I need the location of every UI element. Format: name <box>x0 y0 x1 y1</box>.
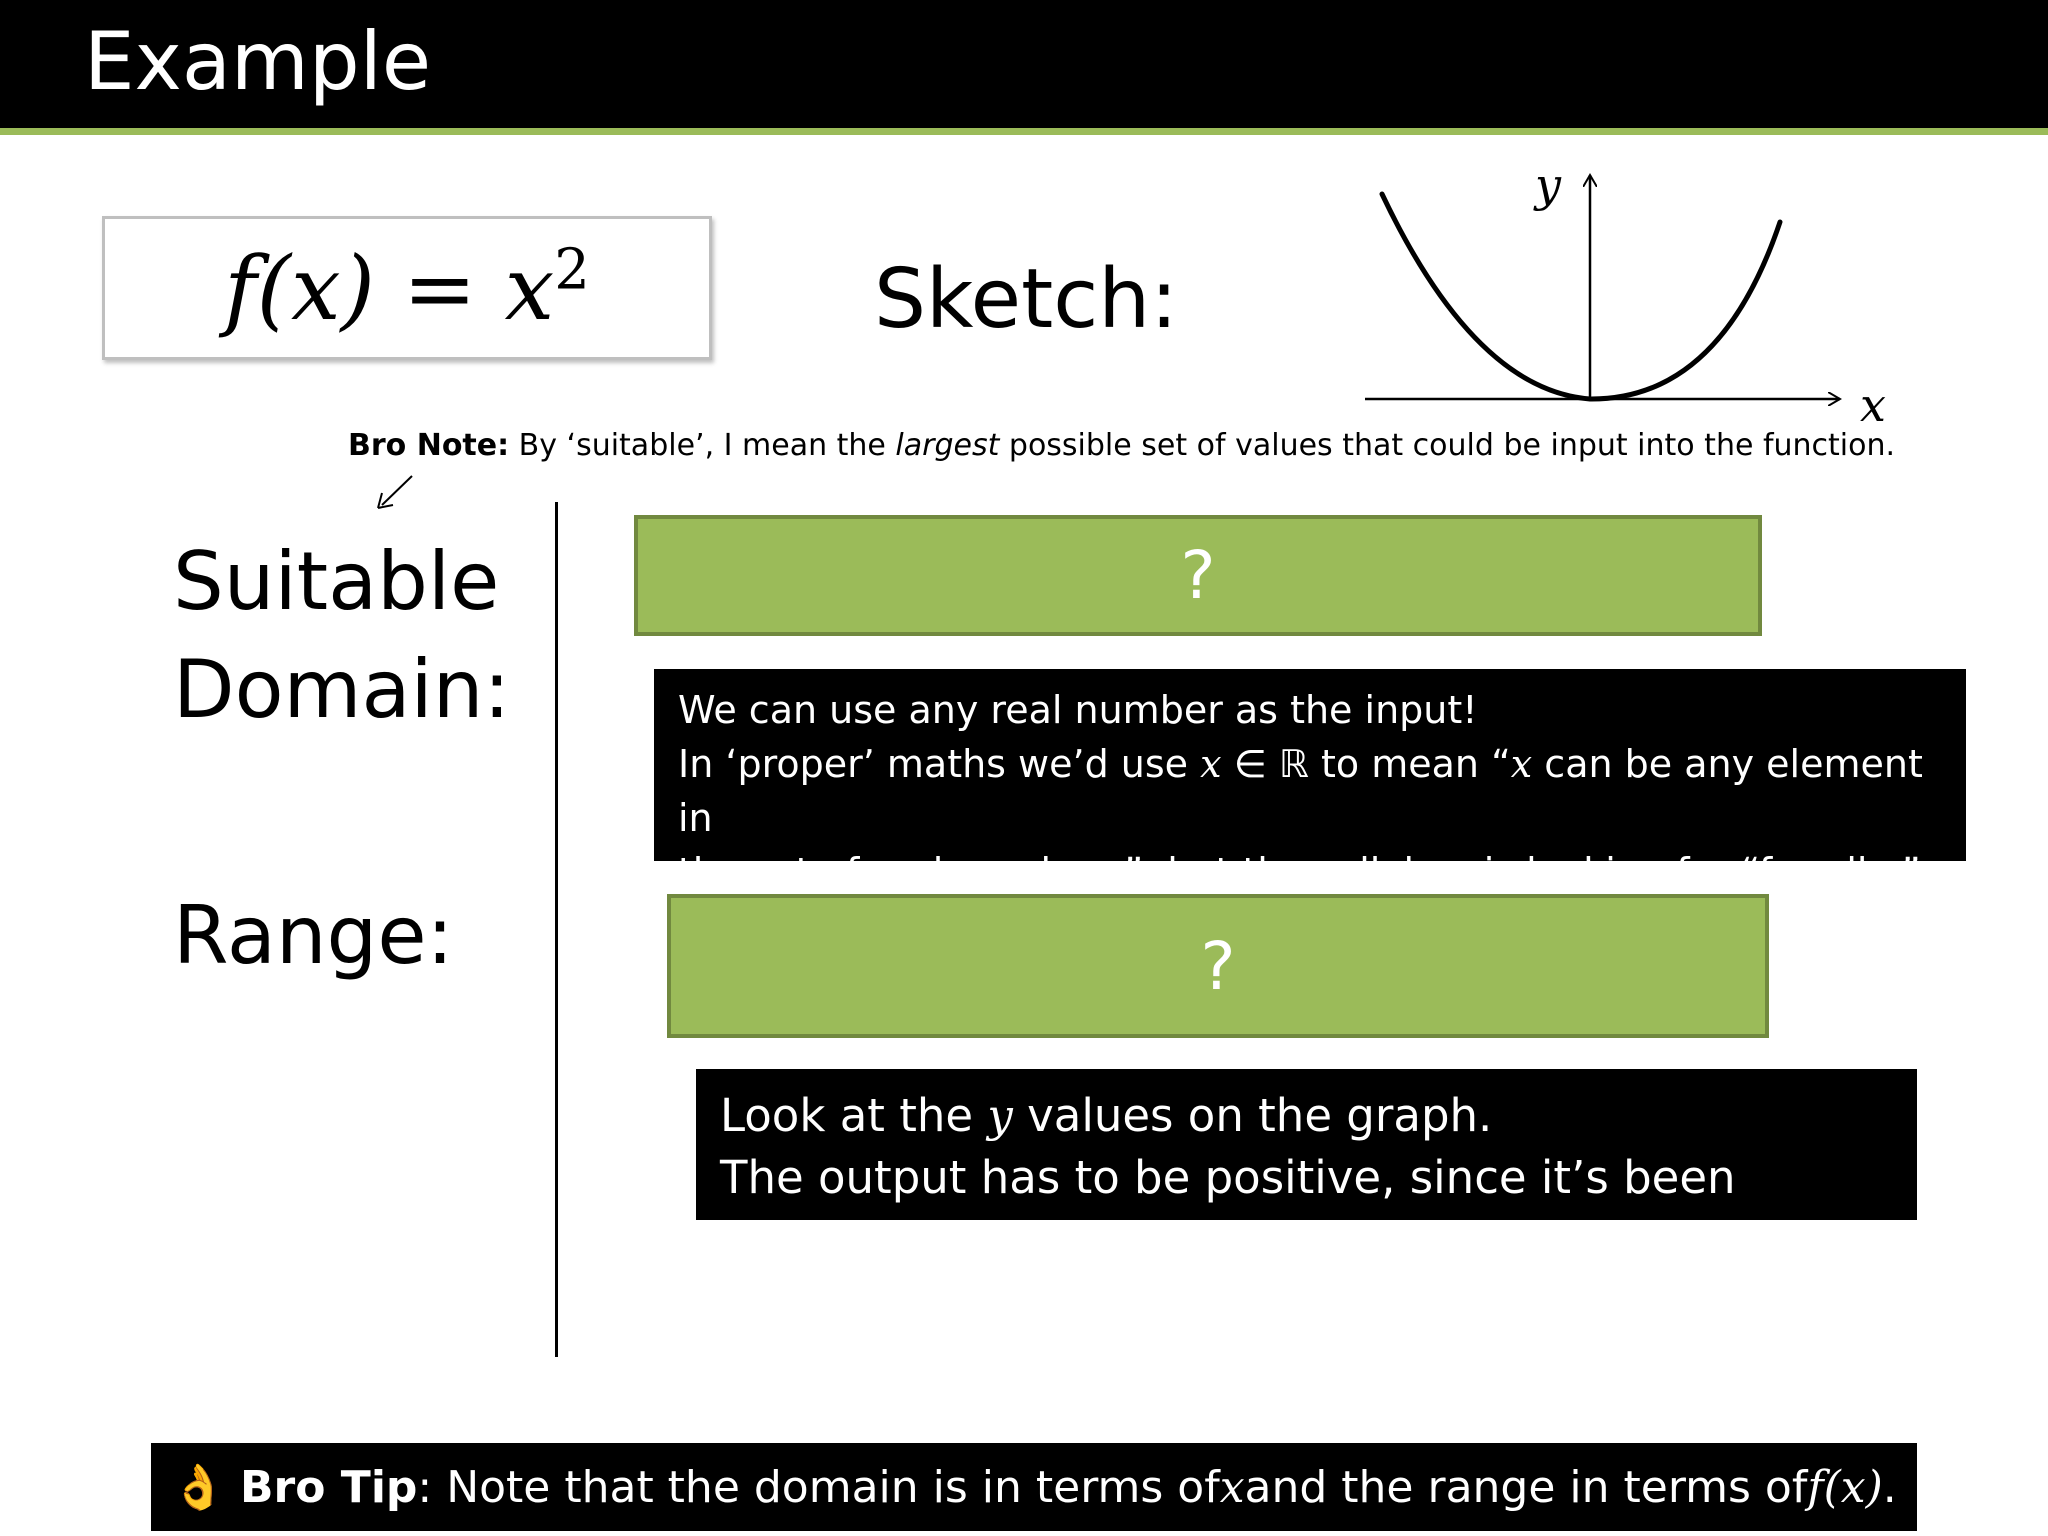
parabola-sketch <box>1350 160 1850 440</box>
formula-exponent: 2 <box>554 237 590 303</box>
bro-note-text-end: possible set of values that could be input into the function. <box>999 428 1896 463</box>
domain-label-line2: Domain: <box>173 643 511 736</box>
domain-answer-text: ? <box>1180 537 1216 614</box>
formula-box <box>102 216 712 360</box>
parabola-curve <box>1382 194 1780 399</box>
note-arrow-icon <box>374 472 424 512</box>
domain-explanation <box>654 669 1966 894</box>
bro-note <box>348 428 1895 463</box>
bro-tip-prefix: Bro Tip <box>240 1461 418 1513</box>
x-axis-label: x <box>1860 378 1886 432</box>
page-title: Example <box>84 15 432 108</box>
sketch-label: Sketch: <box>874 252 1178 347</box>
formula-lhs: f(x) <box>224 236 375 340</box>
bro-note-emphasis: largest <box>895 428 1000 463</box>
range-answer-reveal-box[interactable] <box>667 894 1769 1038</box>
domain-explain-line3: the set of real numbers”, but the syllabus is looking for “for all x”. <box>678 850 1933 894</box>
domain-answer-reveal-box[interactable] <box>634 515 1762 636</box>
formula <box>224 237 590 340</box>
bro-note-prefix: Bro Note: <box>348 428 510 463</box>
domain-explain-line2: In ‘proper’ maths we’d use x ∈ ℝ to mean “x can be any element in <box>678 742 1923 840</box>
range-explain-line2: The output has to be positive, since it’s been squared. <box>720 1151 1736 1266</box>
header-accent-line <box>0 128 2048 135</box>
range-explanation <box>696 1069 1917 1266</box>
range-label: Range: <box>173 889 454 982</box>
bro-tip-bar: 👌 Bro Tip : Note that the domain is in terms of x and the range in terms of f(x) . <box>151 1443 1917 1531</box>
formula-equals: = <box>402 236 477 340</box>
range-answer-text: ? <box>1200 927 1236 1005</box>
ok-hand-icon: 👌 <box>171 1462 227 1513</box>
vertical-divider <box>555 502 558 1357</box>
range-explain-line1: Look at the y values on the graph. <box>720 1089 1493 1142</box>
domain-label-line1: Suitable <box>173 535 500 628</box>
formula-base: x <box>504 236 555 340</box>
domain-explain-line1: We can use any real number as the input! <box>678 688 1478 732</box>
bro-note-text: By ‘suitable’, I mean the <box>509 428 896 463</box>
y-axis-label: y <box>1535 158 1561 212</box>
domain-label <box>173 528 510 744</box>
